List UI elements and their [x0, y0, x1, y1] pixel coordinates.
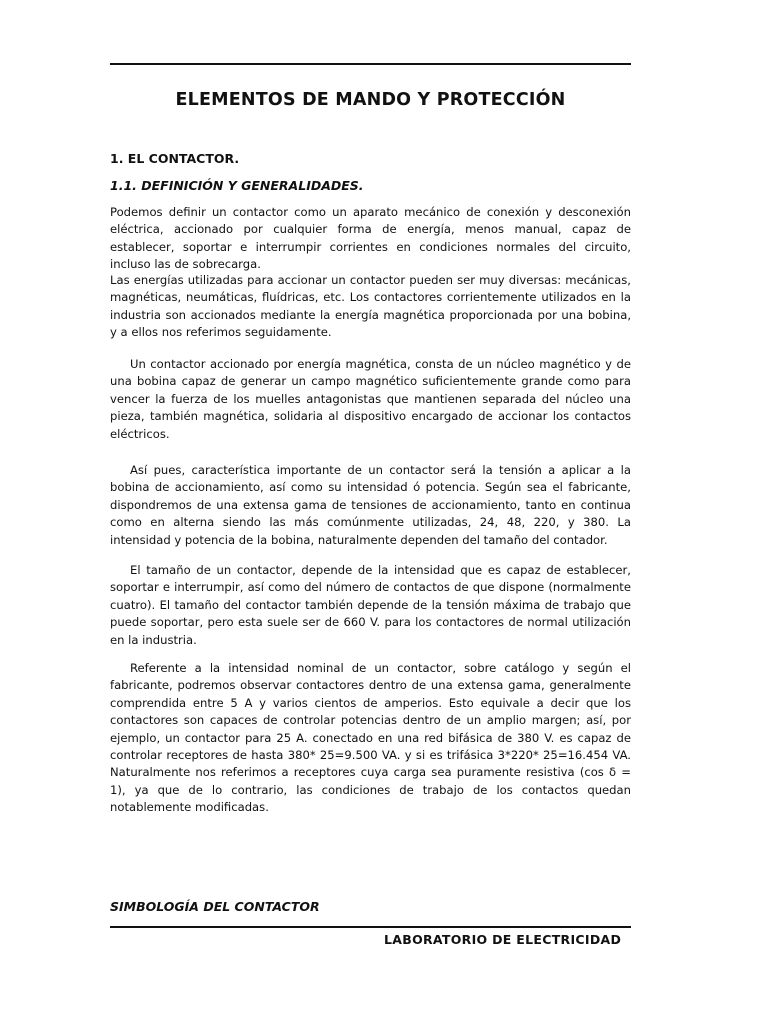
paragraph-contactor-size: El tamaño de un contactor, depende de la intensidad que es capaz de establecer, soportar e interrumpir, así como del número de contactos de que dispone (normalmente cuatro). El tamaño del contactor también depende de la tensión máxima de trabajo que puede soportar, pero esta suele ser de 660 V. para los contactores de normal utilización en la industria. — [110, 563, 631, 647]
page-footer: LABORATORIO DE ELECTRICIDAD — [384, 932, 622, 947]
paragraph-magnetic-contactor: Un contactor accionado por energía magnética, consta de un núcleo magnético y de una bobina capaz de generar un campo magnético suficientemente grande como para vencer la fuerza de los muelles antagonistas que mantienen separada del núcleo una pieza, también magnética, solidaria al dispositivo encargado de accionar los contactos eléctricos. — [110, 357, 631, 441]
top-divider — [110, 63, 631, 65]
paragraph-nominal-current: Referente a la intensidad nominal de un contactor, sobre catálogo y según el fabricante, podremos observar contactores dentro de una extensa gama, generalmente comprendida entre 5 A y varios cientos de amperios. Esto equivale a decir que los contactores son capaces de controlar potencias dentro de un amplio margen; así, por ejemplo, un contactor para 25 A. conectado en una red bifásica de 380 V. es capaz de controlar receptores de hasta 380* 25=9.500 VA. y si es trifásica 3*220* 25=16.454 VA. Naturalmente nos referimos a receptores cuya carga sea puramente resistiva (cos δ = 1), ya que de lo contrario, las condiciones de trabajo de los contactos quedan notablemente modificadas. — [110, 661, 631, 815]
paragraph-definition: Podemos definir un contactor como un aparato mecánico de conexión y desconexión eléctrica, accionado por cualquier forma de energía, menos manual, capaz de establecer, soportar e interrumpir corrientes en condiciones normales del circuito, incluso las de sobrecarga. — [110, 205, 631, 272]
symbology-heading: SIMBOLOGÍA DEL CONTACTOR — [110, 899, 320, 914]
section-heading: 1. EL CONTACTOR. — [110, 151, 240, 166]
paragraph-energies: Las energías utilizadas para accionar un contactor pueden ser muy diversas: mecánicas, magnéticas, neumáticas, fluídricas, etc. Los contactores corrientemente utilizados en la industria son accionados mediante la energía magnética proporcionada por una bobina, y a ellos nos referimos seguidamente. — [110, 273, 631, 340]
subsection-heading: 1.1. DEFINICIÓN Y GENERALIDADES. — [110, 178, 364, 193]
document-title: ELEMENTOS DE MANDO Y PROTECCIÓN — [175, 90, 566, 110]
bottom-divider — [110, 926, 631, 928]
paragraph-coil-voltage: Así pues, característica importante de un contactor será la tensión a aplicar a la bobina de accionamiento, así como su intensidad ó potencia. Según sea el fabricante, dispondremos de una extensa gama de tensiones de accionamiento, tanto en continua como en alterna siendo las más comúnmente utilizadas, 24, 48, 220, y 380. La intensidad y potencia de la bobina, naturalmente dependen del tamaño del contador. — [110, 463, 631, 547]
